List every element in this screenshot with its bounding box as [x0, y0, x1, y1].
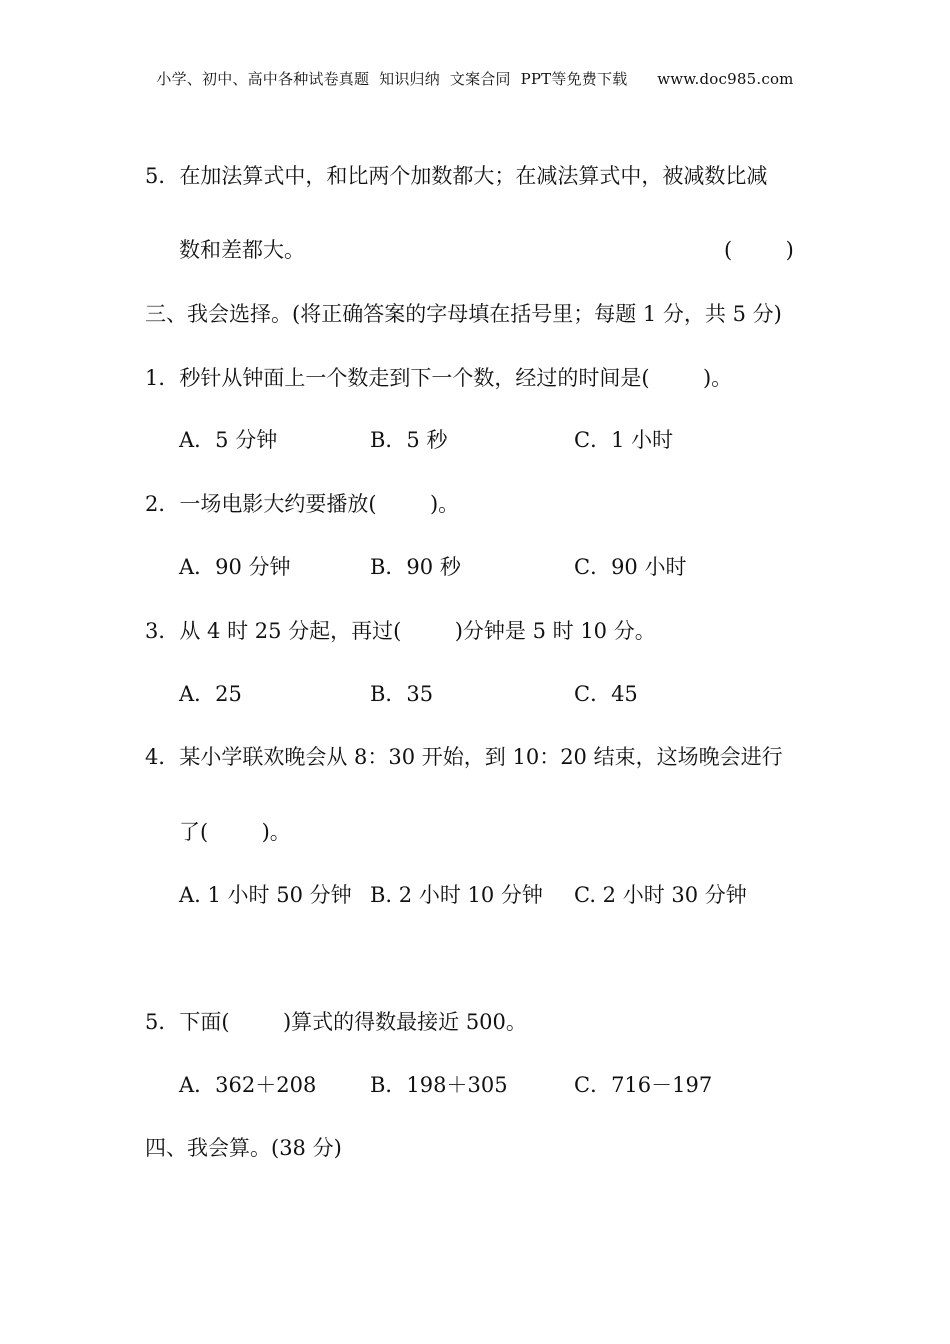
prev-question-5-line1: 5．在加法算式中，和比两个加数都大；在减法算式中，被减数比减: [145, 164, 768, 188]
question-5-option-c: C．716－197: [574, 1073, 713, 1097]
question-1-option-b: B．5 秒: [370, 428, 448, 452]
question-4-option-a: A. 1 小时 50 分钟: [179, 883, 352, 907]
question-1-stem: 1．秒针从钟面上一个数走到下一个数，经过的时间是( )。: [145, 366, 733, 390]
question-2-option-b: B．90 秒: [370, 555, 461, 579]
question-3-stem: 3．从 4 时 25 分起，再过( )分钟是 5 时 10 分。: [145, 619, 656, 643]
section-4-heading: 四、我会算。(38 分): [145, 1136, 342, 1160]
answer-bracket[interactable]: ( ): [724, 238, 794, 262]
question-5-option-a: A．362＋208: [179, 1073, 317, 1097]
question-2-option-a: A．90 分钟: [179, 555, 291, 579]
question-3-option-a: A．25: [179, 682, 242, 706]
question-5-stem: 5．下面( )算式的得数最接近 500。: [145, 1010, 527, 1034]
prev-question-5-line2: 数和差都大。: [179, 238, 305, 262]
question-5-option-b: B．198＋305: [370, 1073, 508, 1097]
question-4-stem: 4．某小学联欢晚会从 8：30 开始，到 10：20 结束，这场晚会进行: [145, 745, 783, 769]
page-header-banner: 小学、初中、高中各种试卷真题 知识归纳 文案合同 PPT等免费下载 www.doc985.com: [156, 70, 794, 88]
question-4-option-c: C. 2 小时 30 分钟: [574, 883, 747, 907]
question-3-option-c: C．45: [574, 682, 638, 706]
question-1-option-a: A．5 分钟: [179, 428, 278, 452]
question-2-stem: 2．一场电影大约要播放( )。: [145, 492, 460, 516]
question-4-stem-continued: 了( )。: [179, 820, 291, 844]
question-4-option-b: B. 2 小时 10 分钟: [370, 883, 543, 907]
section-3-heading: 三、我会选择。(将正确答案的字母填在括号里；每题 1 分，共 5 分): [145, 302, 782, 326]
question-1-option-c: C．1 小时: [574, 428, 674, 452]
question-3-option-b: B．35: [370, 682, 434, 706]
question-2-option-c: C．90 小时: [574, 555, 687, 579]
